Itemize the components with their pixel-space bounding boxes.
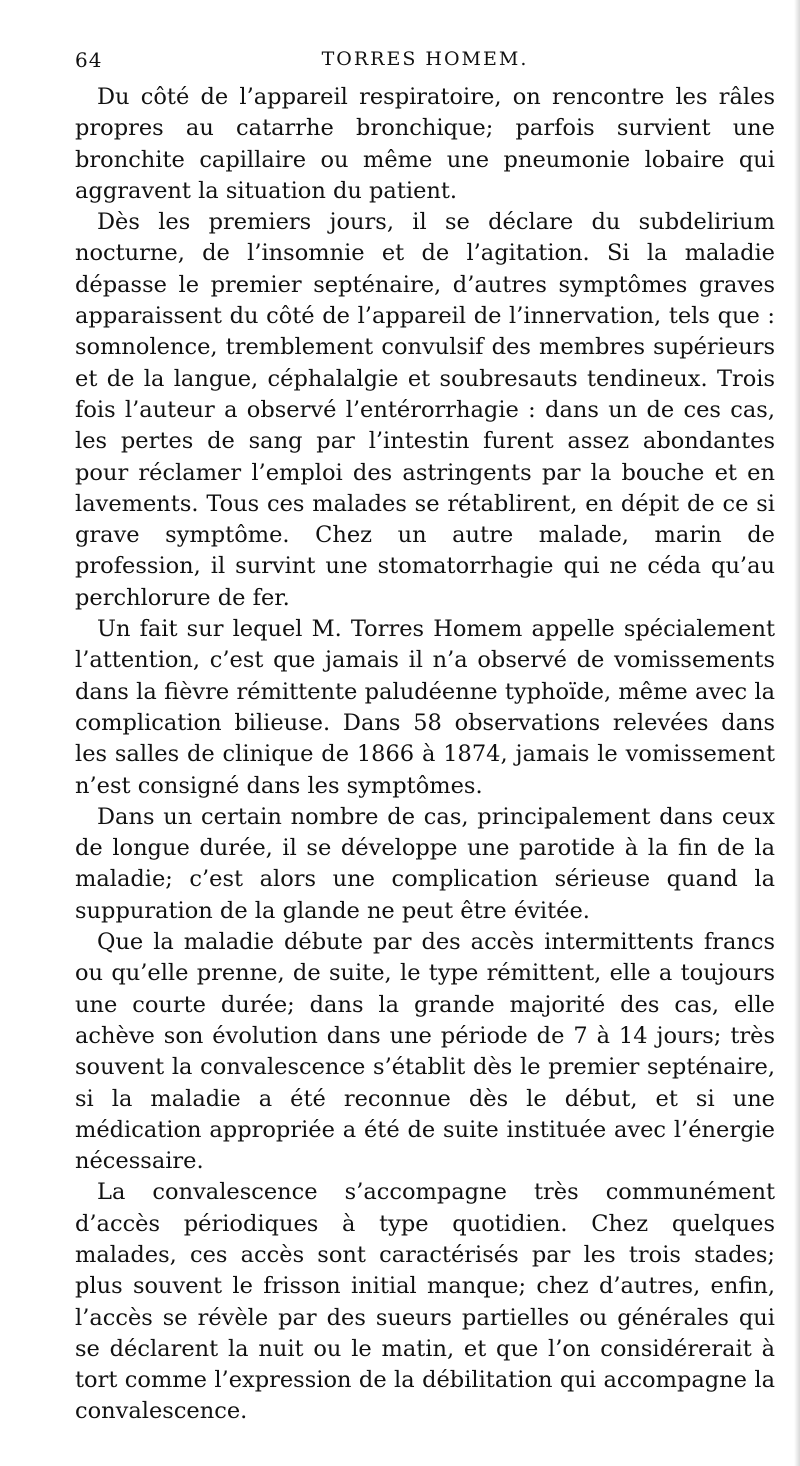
paragraph-vomiting: Un fait sur lequel M. Torres Homem appelle spécialement l’attention, c’est que jamais il n’a observé de vomissements dans la fièvre rémittente paludéenne typhoïde, même avec la complication bilieuse. Dans 58 observations relevées dans les salles de clinique de 1866 à 1874, jamais le vomissement n’est consigné dans les symptômes. — [75, 616, 775, 799]
book-page — [75, 48, 775, 1448]
page-number: 64 — [75, 48, 103, 72]
page-edge-shadow — [794, 0, 800, 1466]
paragraph-respiratory: Du côté de l’appareil respiratoire, on rencontre les râles propres au catarrhe bronchique; parfois survient une bronchite capillaire ou même une pneumonie lobaire qui aggravent la situation du patient. — [75, 84, 775, 204]
paragraph-parotid: Dans un certain nombre de cas, principalement dans ceux de longue durée, il se développe une parotide à la fin de la maladie; c’est alors une complication sérieuse quand la suppuration de la glande ne peut être évitée. — [75, 803, 775, 924]
paragraph-duration: Que la maladie débute par des accès intermittents francs ou qu’elle prenne, de suite, le type rémittent, elle a toujours une courte durée; dans la grande majorité des cas, elle achève son évolution dans une période de 7 à 14 jours; très souvent la convalescence s’établit dès le premier septénaire, si la maladie a été reconnue dès le début, et si une médication appropriée a été de suite instituée avec l’énergie nécessaire. — [75, 929, 775, 1175]
paragraph-convalescence: La convalescence s’accompagne très communément d’accès périodiques à type quotidien. Chez quelques malades, ces accès sont caractérisés par les trois stades; plus souvent le frisson initial manque; chez d’autres, enfin, l’accès se révèle par des sueurs partielles ou générales qui se déclarent la nuit ou le matin, et que l’on considérerait à tort comme l’expression de la débilitation qui accompagne la convalescence. — [75, 1179, 775, 1425]
running-head — [75, 48, 775, 82]
paragraph-nervous-symptoms: Dès les premiers jours, il se déclare du subdelirium nocturne, de l’insomnie et de l’agitation. Si la maladie dépasse le premier septénaire, d’autres symptômes graves apparaissent du côté de l’appareil de l’innervation, tels que : somnolence, tremblement convulsif des membres supérieurs et de la langue, céphalalgie et soubresauts tendineux. Trois fois l’auteur a observé l’entérorrhagie : dans un de ces cas, les pertes de sang par l’intestin furent assez abondantes pour réclamer l’emploi des astringents par la bouche et en lavements. Tous ces malades se rétablirent, en dépit de ce si grave symptôme. Chez un autre malade, marin de profession, il survint une stomatorrhagie qui ne céda qu’au perchlorure de fer. — [75, 209, 775, 611]
running-title: TORRES HOMEM. — [321, 48, 529, 70]
body-text — [75, 82, 775, 1428]
